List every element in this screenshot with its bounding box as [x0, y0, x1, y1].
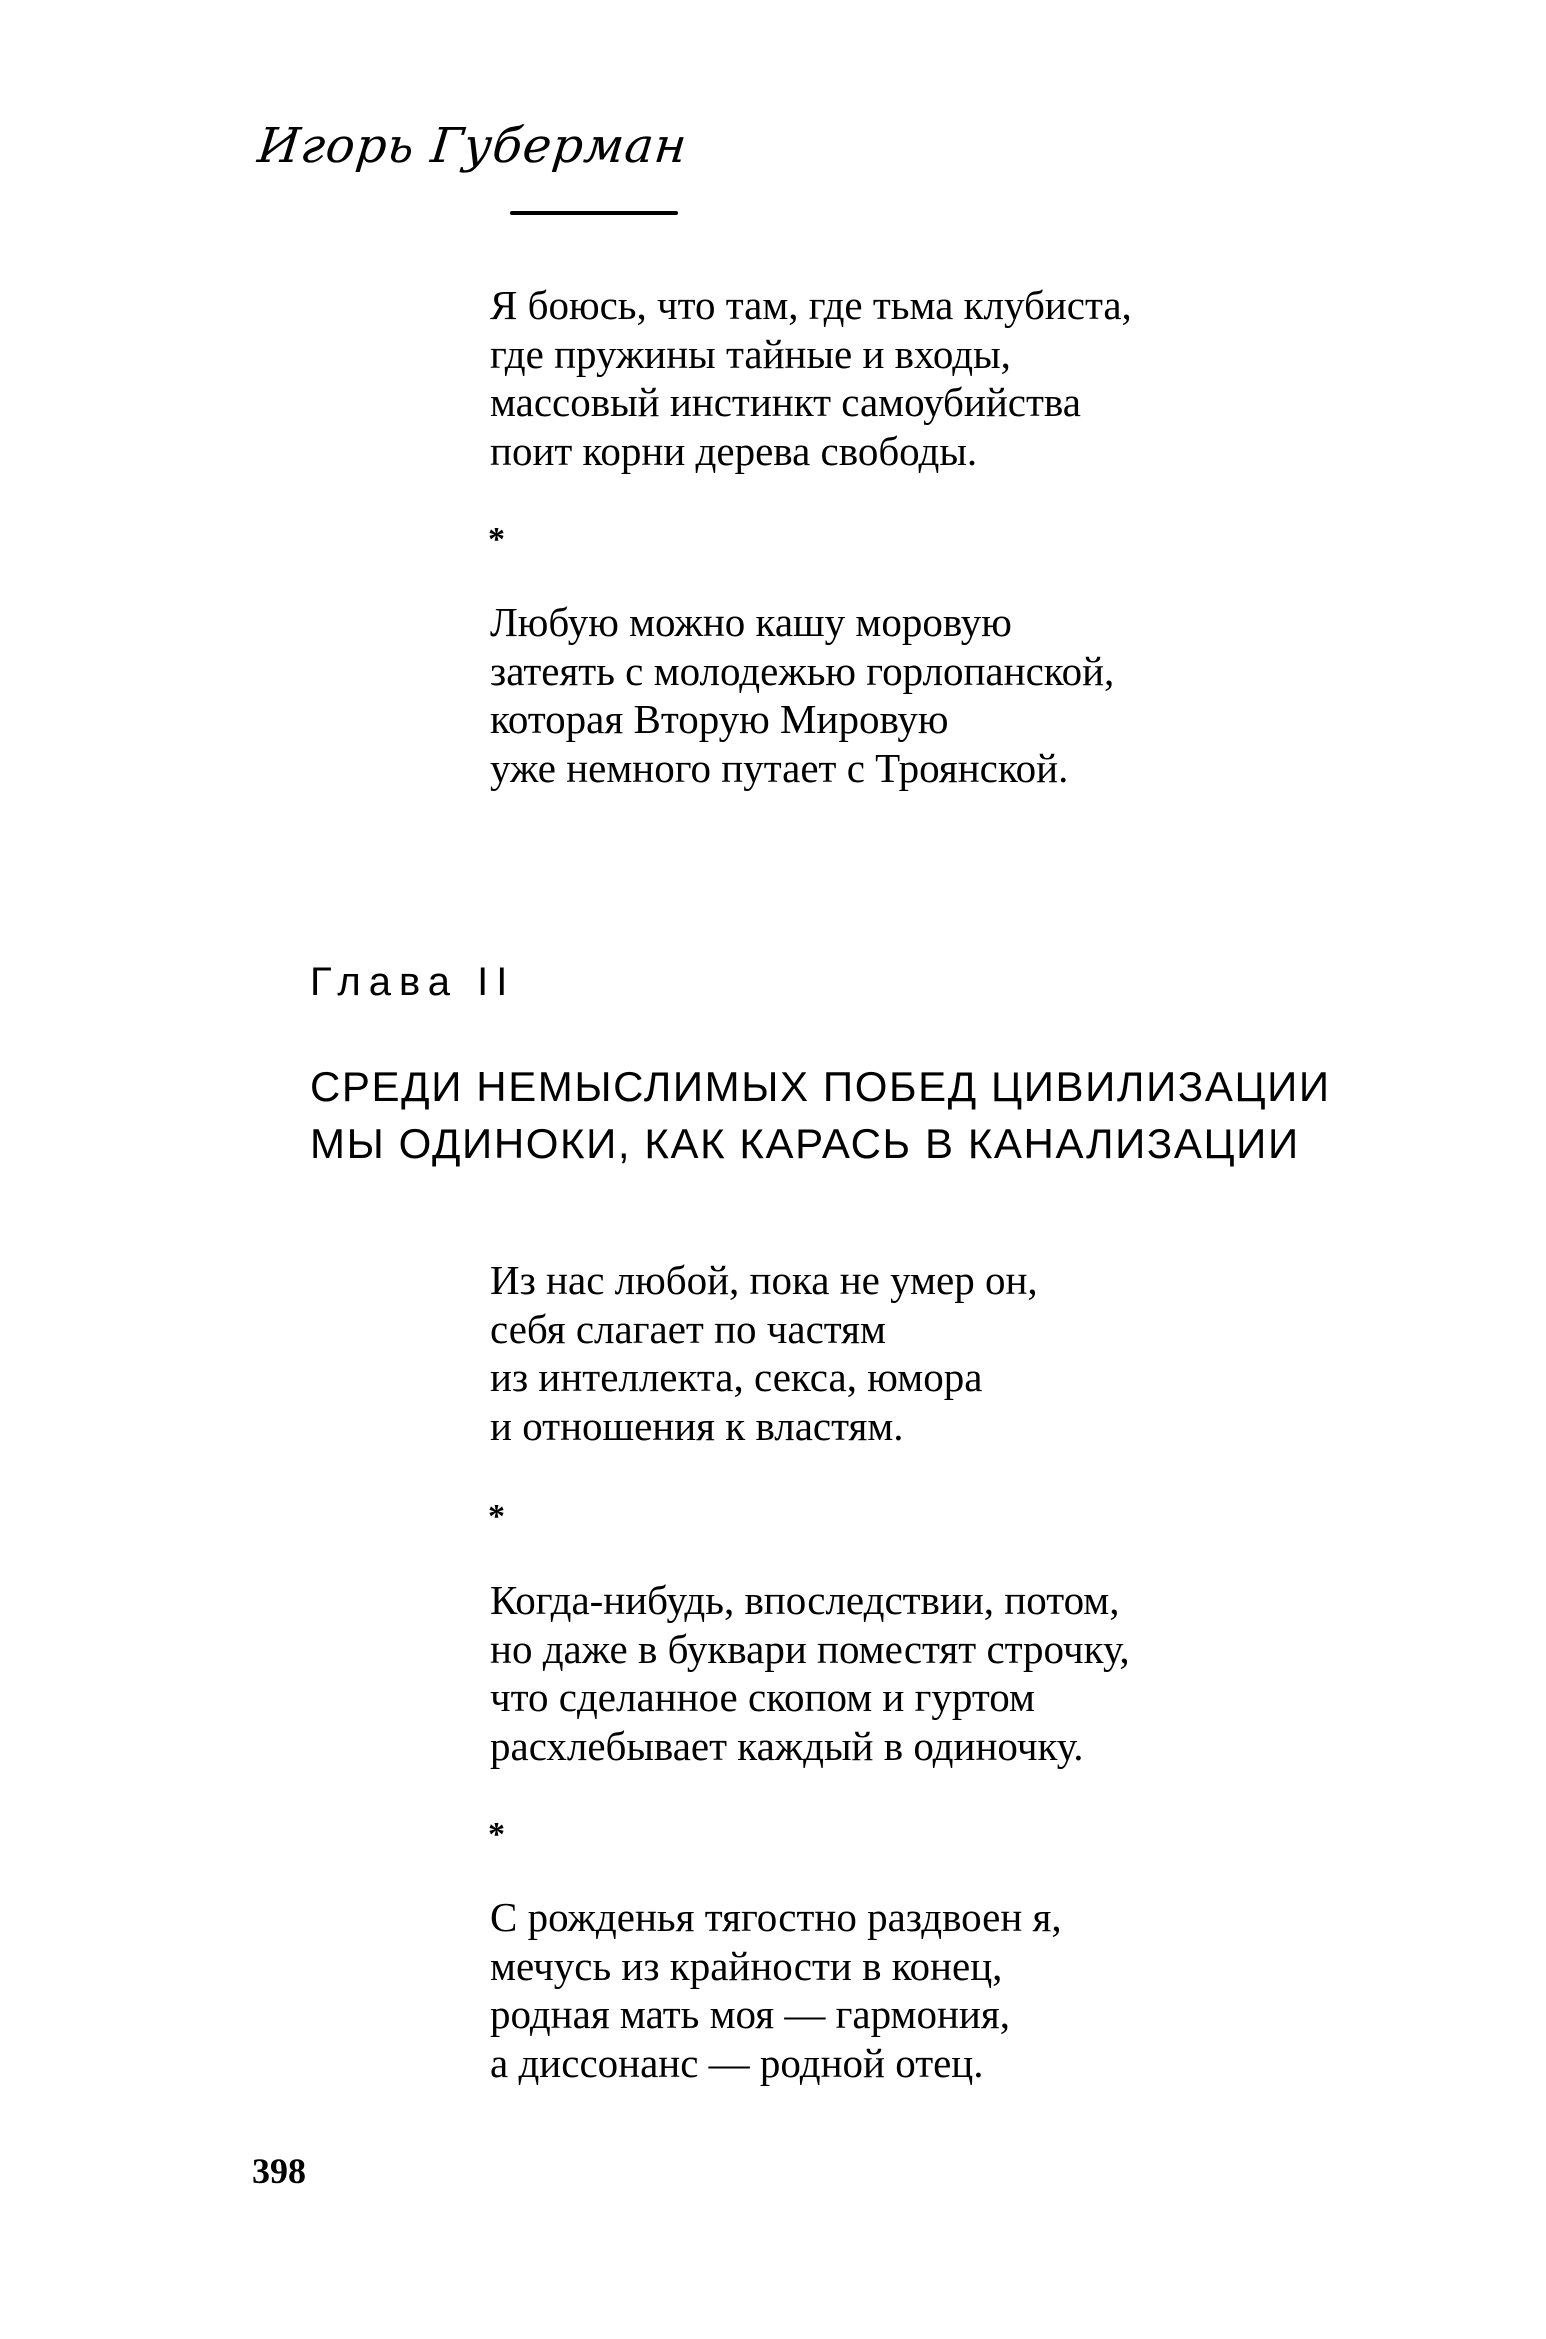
running-head-author: Игорь Губерман: [255, 118, 691, 174]
stanza-line: Любую можно кашу моровую: [490, 599, 1012, 645]
stanza-line: уже немного путает с Троянской.: [490, 744, 1069, 791]
stanza-line: Из нас любой, пока не умер он,: [490, 1257, 1038, 1303]
stanza-line: что сделанное скопом и гуртом: [490, 1674, 1035, 1720]
stanza-5: [490, 1893, 1062, 2087]
stanza-line: мечусь из крайности в конец,: [490, 1942, 1003, 1989]
stanza-line: С рожденья тягостно раздвоен я,: [490, 1894, 1062, 1940]
running-head-underline: [510, 211, 678, 215]
stanza-line: себя слагает по частям: [490, 1305, 886, 1352]
stanza-separator: *: [488, 1498, 505, 1535]
chapter-title-line: СРЕДИ НЕМЫСЛИМЫХ ПОБЕД ЦИВИЛИЗАЦИИ: [310, 1063, 1331, 1110]
stanza-line: где пружины тайные и входы,: [490, 330, 1011, 377]
stanza-line: массовый инстинкт самоубийства: [490, 379, 1081, 425]
stanza-line: родная мать моя — гармония,: [490, 1991, 1010, 2037]
stanza-line: поит корни дерева свободы.: [490, 427, 978, 474]
chapter-title-line: МЫ ОДИНОКИ, КАК КАРАСЬ В КАНАЛИЗАЦИИ: [310, 1120, 1300, 1167]
stanza-line: расхлебывает каждый в одиночку.: [490, 1722, 1084, 1769]
stanza-line: Я боюсь, что там, где тьма клубиста,: [490, 282, 1132, 328]
stanza-line: но даже в буквари поместят строчку,: [490, 1625, 1130, 1672]
stanza-line: и отношения к властям.: [490, 1402, 904, 1449]
stanza-1: [490, 281, 1132, 475]
stanza-4: [490, 1576, 1130, 1770]
stanza-3: [490, 1256, 1038, 1450]
stanza-line: из интеллекта, секса, юмора: [490, 1354, 983, 1400]
chapter-title: [310, 1058, 1331, 1172]
stanza-separator: *: [488, 1816, 505, 1853]
stanza-line: а диссонанс — родной отец.: [490, 2039, 984, 2086]
stanza-line: которая Вторую Мировую: [490, 696, 949, 742]
page-number: 398: [252, 2151, 306, 2191]
stanza-line: затеять с молодежью горлопанской,: [490, 647, 1115, 694]
stanza-separator: *: [488, 521, 505, 558]
stanza-2: [490, 598, 1114, 792]
chapter-label: Глава II: [310, 960, 516, 1004]
stanza-line: Когда-нибудь, впоследствии, потом,: [490, 1577, 1120, 1623]
